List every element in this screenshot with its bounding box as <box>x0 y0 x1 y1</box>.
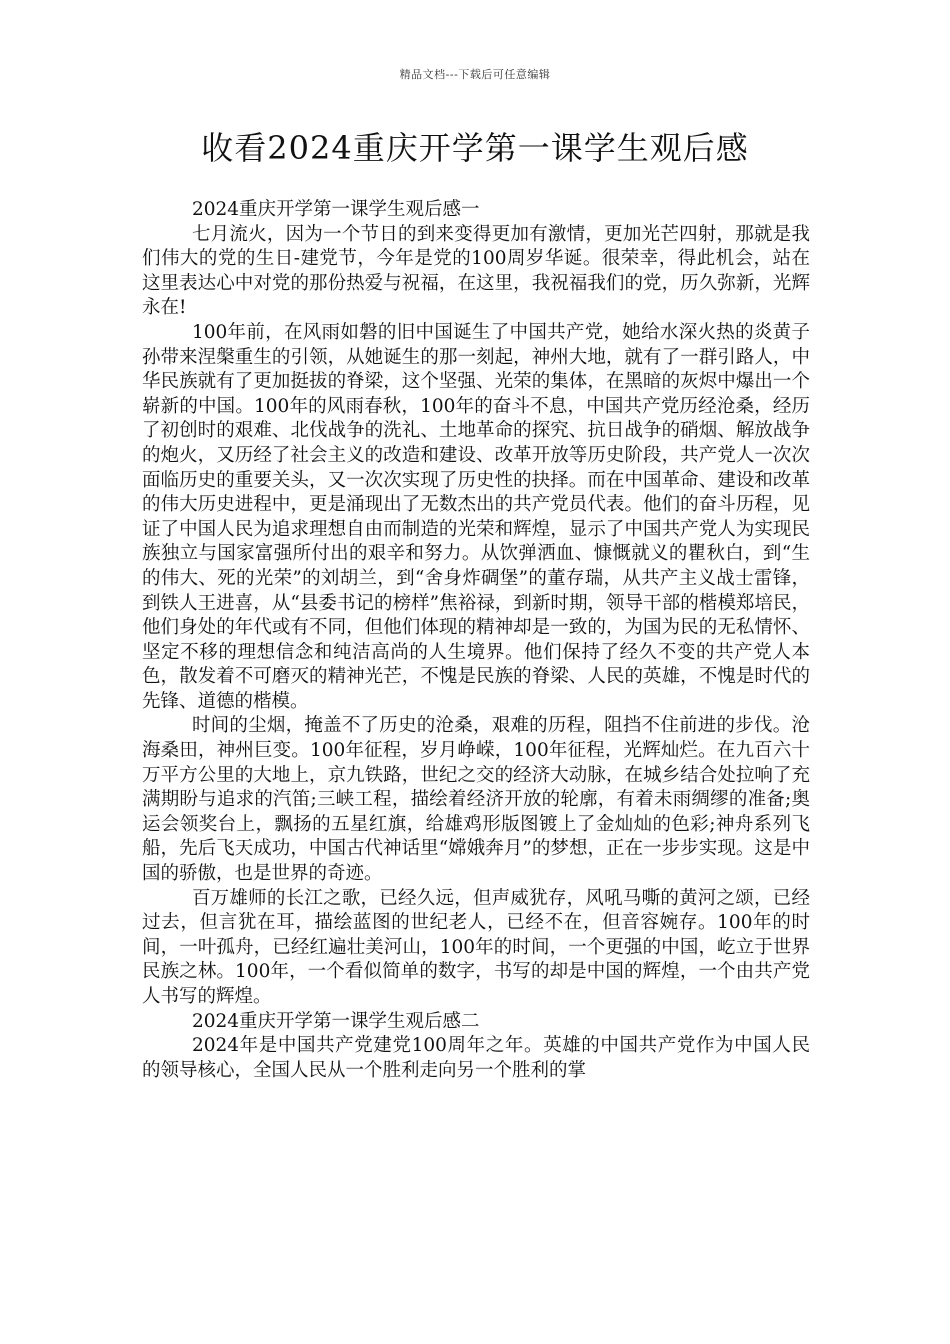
paragraph: 2024年是中国共产党建党100周年之年。英雄的中国共产党作为中国人民的领导核心，全国人民从一个胜利走向另一个胜利的掌 <box>142 1035 810 1081</box>
paragraph: 七月流火，因为一个节日的到来变得更加有激情，更加光芒四射，那就是我们伟大的党的生日-建党节，今年是党的100周岁华诞。很荣幸，得此机会，站在这里表达心中对党的那份热爱与祝福，在这里，我祝福我们的党，历久弥新，光辉永在! <box>142 223 810 319</box>
paragraph: 时间的尘烟，掩盖不了历史的沧桑，艰难的历程，阻挡不住前进的步伐。沧海桑田，神州巨变。100年征程，岁月峥嵘，100年征程，光辉灿烂。在九百六十万平方公里的大地上，京九铁路，世纪之交的经济大动脉，在城乡结合处拉响了充满期盼与追求的汽笛;三峡工程，描绘着经济开放的轮廓，有着未雨绸缪的准备;奥运会领奖台上，飘扬的五星红旗，给雄鸡形版图镀上了金灿灿的色彩;神舟系列飞船，先后飞天成功，中国古代神话里“嫦娥奔月”的梦想，正在一步步实现。这是中国的骄傲，也是世界的奇迹。 <box>142 715 810 885</box>
page-title: 收看2024重庆开学第一课学生观后感 <box>201 129 749 167</box>
paragraph: 百万雄师的长江之歌，已经久远，但声威犹存，风吼马嘶的黄河之颂，已经过去，但言犹在耳，描绘蓝图的世纪老人，已经不在，但音容婉存。100年的时间，一叶孤舟，已经红遍壮美河山，100年的时间，一个更强的中国，屹立于世界民族之林。100年，一个看似简单的数字，书写的却是中国的辉煌，一个由共产党人书写的辉煌。 <box>142 887 810 1007</box>
section-heading-2: 2024重庆开学第一课学生观后感二 <box>191 1010 480 1032</box>
document-body <box>142 198 810 1083</box>
header-note: 精品文档---下载后可任意编辑 <box>399 68 551 81</box>
paragraph: 100年前，在风雨如磐的旧中国诞生了中国共产党，她给水深火热的炎黄子孙带来涅槃重生的引领，从她诞生的那一刻起，神州大地，就有了一群引路人，中华民族就有了更加挺拔的脊梁，这个坚强、光荣的集体，在黑暗的灰烬中爆出一个崭新的中国。100年的风雨春秋，100年的奋斗不息，中国共产党历经沧桑，经历了初创时的艰难、北伐战争的洗礼、土地革命的探究、抗日战争的硝烟、解放战争的炮火，又历经了社会主义的改造和建设、改革开放等历史阶段，共产党人一次次面临历史的重要关头，又一次次实现了历史性的抉择。而在中国革命、建设和改革的伟大历史进程中，更是涌现出了无数杰出的共产党员代表。他们的奋斗历程，见证了中国人民为追求理想自由而制造的光荣和辉煌，显示了中国共产党人为实现民族独立与国家富强所付出的艰辛和努力。从饮弹洒血、慷慨就义的瞿秋白，到“生的伟大、死的光荣”的刘胡兰，到“舍身炸碉堡”的董存瑞，从共产主义战士雷锋，到铁人王进喜，从“县委书记的榜样”焦裕禄，到新时期，领导干部的楷模郑培民，他们身处的年代或有不同，但他们体现的精神却是一致的，为国为民的无私情怀、坚定不移的理想信念和纯洁高尚的人生境界。他们保持了经久不变的共产党人本色，散发着不可磨灭的精神光芒，不愧是民族的脊梁、人民的英雄，不愧是时代的先锋、道德的楷模。 <box>142 321 810 712</box>
section-heading-1: 2024重庆开学第一课学生观后感一 <box>191 199 480 220</box>
